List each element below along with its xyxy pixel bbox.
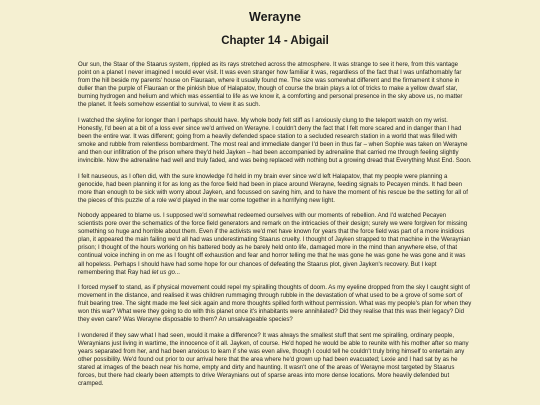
paragraph-text: Our sun, the Staar of the Staarus system, rippled as its rays stretched across the atmosphere. It was strange to see it here, from this vantage point on a planet I never imagined I would ever visit. It was even stranger how familiar it was, regardless of the fact that I was unfathomably far from the hill beside my parents' house on Flauraan, where it usually found me. The size was somewhat different and the firmament it shone in duller than the purple of Flauraan or the pinkish blue of Halapatov, though of course the brain plays a lot of tricks to make a yellow dwarf star, burning hydrogen and helium and which was essential to life as we know it, a comforting and personal presence in the sky above us, no matter the planet. It feels somehow essential to survival, to view it as such. [78, 61, 463, 109]
paragraph-text: I wondered if they saw what I had seen, would it make a difference? It was always the smallest stuff that sent me spiralling, ordinary people, Weraynians just living in wartime, the innocence of it all. Jayken, of course. He'd hoped he would be able to reunite with his mother after so many years separated from her, and had been anxious to learn if she was even alive, though I could tell he couldn't truly bring himself to entertain any other possibility. We'd found out prior to our arrival here that the area where he'd grown up had been evacuated; Lexie and I had sat by as he stared at images of the beach near his home, empty and dirty and haunting. It wasn't one of the areas of Werayne most targeted by Staarus forces, but there had clearly been attempts to drive Weraynians out of sparse areas into more dense locations. More heavily defended but cramped. [78, 331, 469, 388]
paragraph-text: Nobody appeared to blame us. I supposed we'd somewhat redeemed ourselves with our moments of rebellion. And I'd watched Pecayen scientists pore over the schematics of the force field generators and remark on the intricacies of their design; surely we were forgiven for missing something so huge and horrible about them. Even if the activists we'd met have known for years that the force field was part of a more insidious plan, it appeared the main failing we'd all had was underestimating Staarus cruelty. I thought of Jayken strapped to that machine in the Weraynian prison; I thought of the hours working on his battered body as he barely held onto life, damaged more in the mind than anywhere else, of that continual voice inching in on me as I fought off exhaustion and fear and horror telling me that he was gone he was gone he was gone and it was all hopeless. Perhaps I should have had some hope for our chances of defeating the Staarus plot, given Jayken's recovery. But I kept remembering that Ray had [78, 212, 471, 276]
paragraph-text: I watched the skyline for longer than I perhaps should have. My whole body felt stiff as I anxiously clung to the teleport watch on my wrist. Honestly, I'd been at a bit of a loss ever since we'd arrived on Werayne. I couldn't deny the fact that I felt more scared and in danger than I had been the entire war. It was different; going from a heavily defended space station to a secluded research station in a world that was filled with smoke and rubble from relentless bombardment. The most real and immediate danger I'd been in thus far – when Sophie was taken on Werayne and then our infiltration of the prison where they'd held Jayken – had been accompanied by adrenaline that carried me through feeling slightly invincible. Now the adrenaline had well and truly faded, and was being replaced with nothing but a growing dread that Everything Must End. Soon. [78, 116, 472, 165]
paragraph [78, 212, 472, 276]
chapter-heading: Chapter 14 - Abigail [221, 35, 329, 47]
paragraph-text: I forced myself to stand, as if physical movement could repel my spiralling thoughts of doom. As my eyeline dropped from the sky I caught sight of movement in the distance, and realised it was children rummaging through rubble in the devastation of what used to be a grove of some sort of fruit bearing tree. The sight made me feel sick again and more thoughts spilled forth without permission. What was my people's plan for when they won this war? What were they going to do with this planet once it's inhabitants were annihilated? Did they realise that this was their legacy? Did they even care? Was Werayne disposable to them? An unsalvageable species? [78, 284, 472, 324]
paragraph [78, 61, 472, 109]
paragraph-text: I felt nauseous, as I often did, with the sure knowledge I'd held in my brain ever since we'd left Halapatov, that my people were planning a genocide, had been planning it for as long as the force field had been in place around Werayne, feeding signals to Pecayen minds. It had been more than enough to be sick with worry about Jayken, and focussed on saving him, and to have the moment of his rescue be the setting for all of the pieces of this puzzle of a role we'd played in the war come together in a horrifying new light. [78, 172, 468, 204]
paragraph [78, 117, 472, 165]
paragraph-emphasis: let us go [151, 268, 175, 276]
paragraph-text-tail: ... [174, 268, 180, 276]
paragraph [78, 332, 472, 388]
document-title: Werayne [249, 10, 301, 24]
paragraph [78, 284, 472, 324]
paragraph [78, 173, 472, 205]
